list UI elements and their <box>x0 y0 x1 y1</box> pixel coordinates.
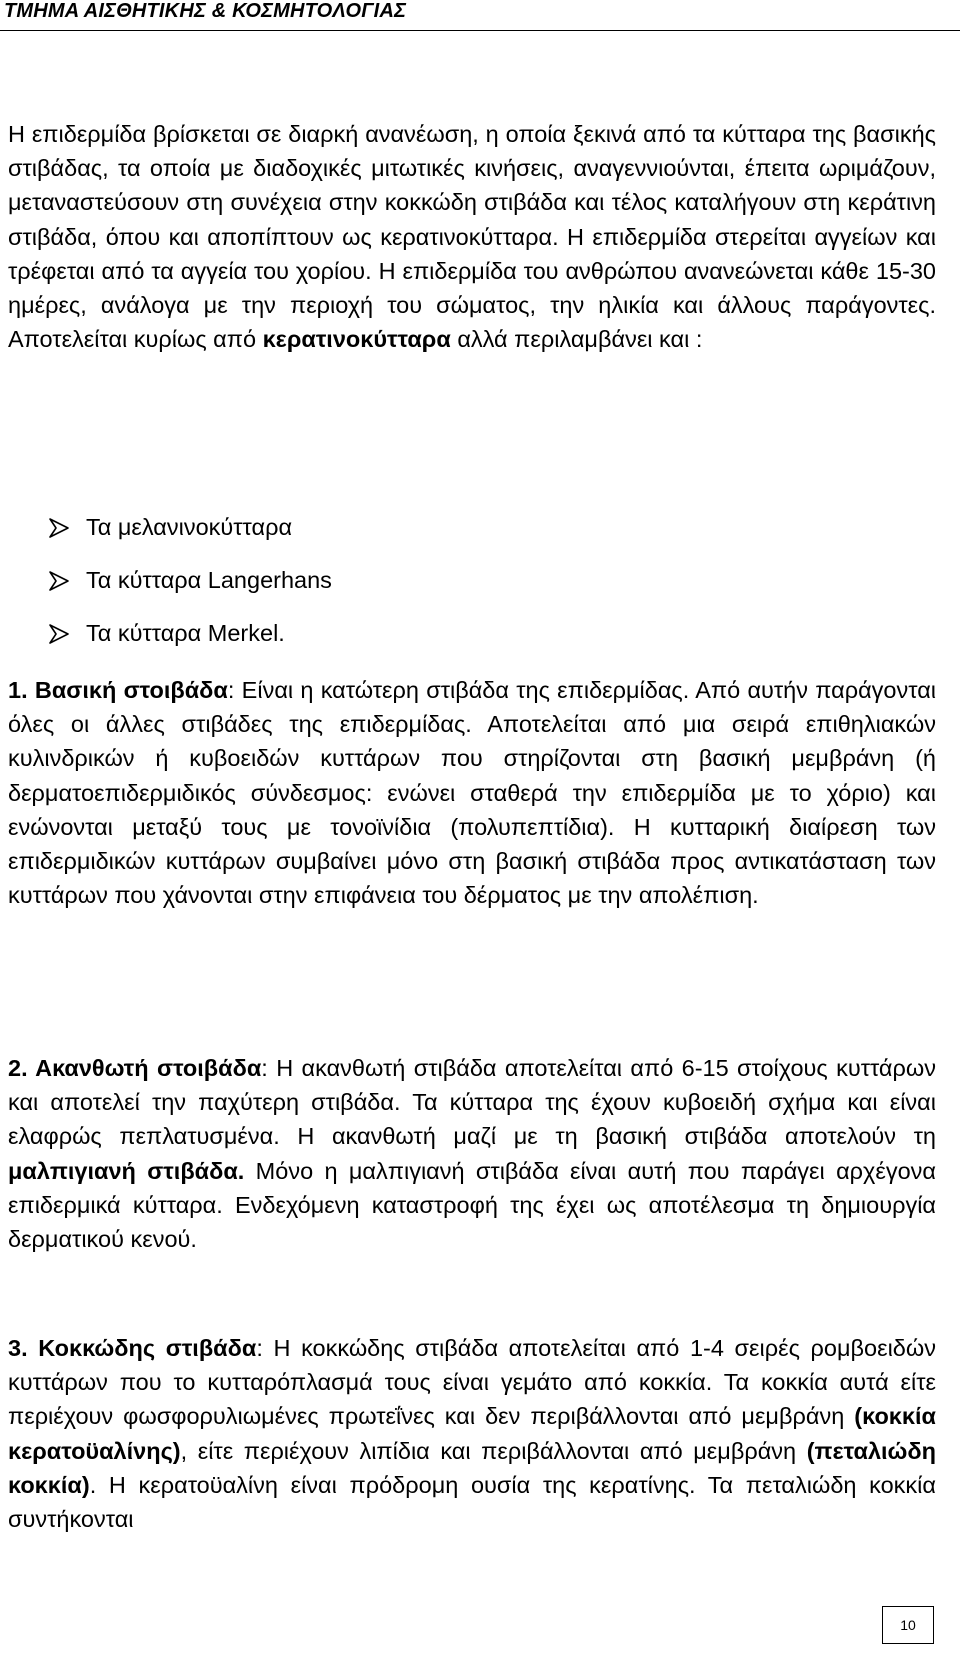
section-text: : Είναι η κατώτερη στιβάδα της επιδερμίδας. Από αυτήν παράγονται όλες οι άλλες στιβάδες της επιδερμίδας. Αποτελείται από μια σειρά επιθηλιακών κυλινδρικών ή κυβοειδών κυττάρων που στηρίζονται στη βασική μεμβράνη (ή δερματοεπιδερμιδικός σύνδεσμος: ενώνει σταθερά την επιδερμίδα με το χόριο) και ενώνονται μεταξύ τους με τονοϊνίδια (πολυπεπτίδια). Η κυτταρική διαίρεση των επιδερμιδικών κυττάρων συμβαίνει μόνο στη βασική στιβάδα προς αντικατάσταση των κυττάρων που χάνονται στην επιφάνεια του δέρματος με την απολέπιση. <box>8 677 937 909</box>
section-text: : Η κοκκώδης στιβάδα αποτελείται από 1-4 σειρές ρομβοειδών κυττάρων που το κυτταρόπλασμά τους είναι γεμάτο από κοκκία. Τα κοκκία αυτά είτε περιέχουν φωσφορυλιωμένες πρωτεΐνες και δεν περιβάλλονται από μεμβράνη <box>8 1335 936 1430</box>
list-item <box>48 501 332 554</box>
section-bold-term: μαλπιγιανή στιβάδα. <box>8 1157 245 1184</box>
list-item-label: Τα μελανινοκύτταρα <box>86 514 293 540</box>
list-item <box>48 554 332 607</box>
section-bold-term: (κοκκία κερατοϋαλίνης) <box>8 1403 936 1464</box>
arrowhead-bullet-icon <box>48 570 70 592</box>
section-title: 1. Βασική στοιβάδα <box>8 677 228 703</box>
list-item-label: Τα κύτταρα Merkel. <box>86 620 285 646</box>
intro-text: Η επιδερμίδα βρίσκεται σε διαρκή ανανέωση, η οποία ξεκινά από τα κύτταρα της βασικής στιβάδας, τα οποία με διαδοχικές μιτωτικές κινήσεις, αναγεννιούνται, έπειτα ωριμάζουν, μεταναστεύσουν στη συνέχεια στην κοκκώδη στιβάδα και τέλος καταλήγουν στη κεράτινη στιβάδα, όπου και αποπίπτουν ως κερατινοκύτταρα. Η επιδερμίδα στερείται αγγείων και τρέφεται από τα αγγεία του χορίου. Η επιδερμίδα του ανθρώπου ανανεώνεται κάθε 15-30 ημέρες, ανάλογα με την περιοχή του σώματος, την ηλικία και άλλους παράγοντες. Αποτελείται κυρίως από <box>8 121 936 353</box>
arrowhead-bullet-icon <box>48 517 70 539</box>
arrowhead-bullet-icon <box>48 623 70 645</box>
intro-paragraph <box>8 117 936 356</box>
section-granular-layer <box>8 1331 936 1536</box>
section-title: 2. Ακανθωτή στοιβάδα <box>8 1055 262 1081</box>
intro-text-end: αλλά περιλαμβάνει και : <box>450 326 703 353</box>
section-spinous-layer <box>8 1051 936 1256</box>
section-text-mid: , είτε περιέχουν λιπίδια και περιβάλλονται από μεμβράνη <box>180 1437 807 1464</box>
section-text: : Η ακανθωτή στιβάδα αποτελείται από 6-15 στοίχους κυττάρων και αποτελεί την παχύτερη στιβάδα. Τα κύτταρα της έχουν κυβοειδή σχήμα και είναι ελαφρώς πεπλατυσμένα. Η ακανθωτή μαζί με τη βασική στιβάδα αποτελούν τη <box>8 1055 936 1150</box>
page-header <box>0 0 960 31</box>
header-title: ΤΜΗΜΑ ΑΙΣΘΗΤΙΚΗΣ & ΚΟΣΜΗΤΟΛΟΓΙΑΣ <box>4 0 407 22</box>
intro-bold-term: κερατινοκύτταρα <box>262 326 451 353</box>
section-text-end: . Η κερατοϋαλίνη είναι πρόδρομη ουσία της κερατίνης. Τα πεταλιώδη κοκκία συντήκονται <box>8 1471 936 1533</box>
page-number: 10 <box>882 1606 934 1644</box>
list-item <box>48 607 332 660</box>
list-item-label: Τα κύτταρα Langerhans <box>86 567 332 593</box>
section-text-end: Μόνο η μαλπιγιανή στιβάδα είναι αυτή που παράγει αρχέγονα επιδερμικά κύτταρα. Ενδεχόμενη καταστροφή της έχει ως αποτέλεσμα τη δημιουργία δερματικού κενού. <box>8 1157 936 1253</box>
section-bold-term: (πεταλιώδη κοκκία) <box>8 1437 936 1498</box>
section-basal-layer <box>8 673 936 912</box>
cell-type-list <box>48 501 332 660</box>
section-title: 3. Κοκκώδης στιβάδα <box>8 1335 257 1361</box>
